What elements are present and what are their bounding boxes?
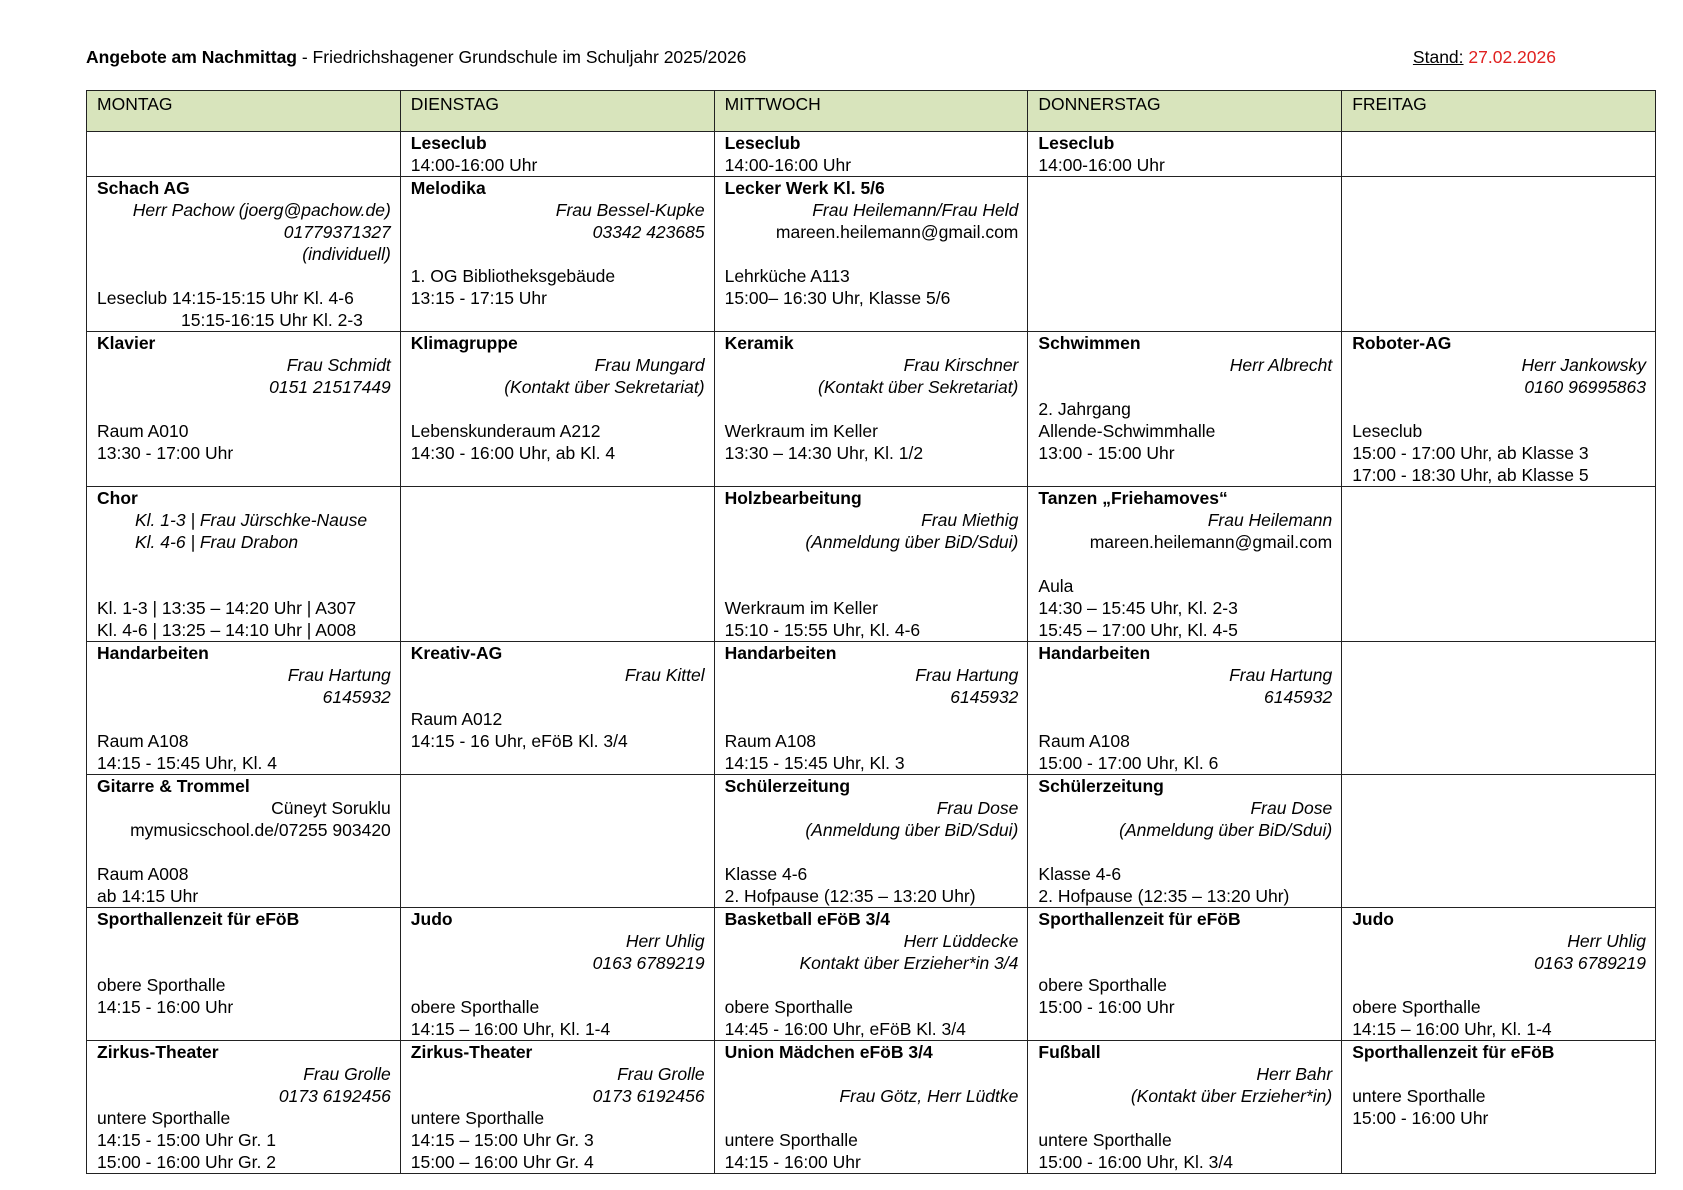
activity-name: Sporthallenzeit für eFöB [97,909,300,929]
activity-detail: 14:15 - 16:00 Uhr [97,997,234,1017]
spacer [1352,1063,1646,1085]
schedule-row [87,775,1656,908]
activity-contact: Herr Albrecht [1229,355,1333,375]
schedule-cell-wednesday [714,642,1028,775]
schedule-row [87,1041,1656,1174]
activity-detail: 15:00– 16:30 Uhr, Klasse 5/6 [724,288,951,308]
activity-contact: (Anmeldung über BiD/Sdui) [1119,820,1333,840]
activity-contact: Frau Miethig [921,510,1019,530]
activity-contact: Kl. 4-6 | Frau Drabon [135,532,299,552]
activity-detail: 13:30 - 17:00 Uhr [97,443,234,463]
spacer [411,243,705,265]
spacer [97,841,391,863]
schedule-cell-wednesday [714,132,1028,177]
schedule-cell-thursday [1028,642,1342,775]
schedule-cell-monday [87,908,401,1041]
activity-contact: 6145932 [1264,687,1333,707]
activity-detail: Raum A108 [1038,731,1130,751]
stand-label: Stand: [1412,47,1464,67]
activity-detail: 14:15 - 16:00 Uhr [724,1152,861,1172]
activity-contact: Frau Schmidt [286,355,391,375]
schedule-cell-thursday [1028,132,1342,177]
activity-contact: 0163 6789219 [592,953,705,973]
activity-name: Zirkus-Theater [410,1042,533,1062]
activity-detail: 1. OG Bibliotheksgebäude [410,266,616,286]
schedule-cell-friday [1342,642,1656,775]
activity-detail: Lebenskunderaum A212 [410,421,601,441]
schedule-cell-friday [1342,132,1656,177]
activity-detail: 15:15-16:15 Uhr Kl. 2-3 [181,310,363,330]
activity-contact: Frau Heilemann [1207,510,1333,530]
activity-contact: 0173 6192456 [592,1086,705,1106]
schedule-cell-friday [1342,775,1656,908]
day-header-tuesday: DIENSTAG [400,91,714,132]
activity-detail: obere Sporthalle [97,975,226,995]
activity-detail: untere Sporthalle [1352,1086,1486,1106]
schedule-cell-thursday [1028,908,1342,1041]
schedule-cell-tuesday [400,642,714,775]
activity-contact: 0151 21517449 [269,377,391,397]
schedule-cell-wednesday [714,332,1028,487]
schedule-cell-wednesday [714,908,1028,1041]
activity-contact: Frau Dose [936,798,1019,818]
day-header-monday: MONTAG [87,91,401,132]
activity-contact: (individuell) [302,244,391,264]
schedule-cell-friday [1342,487,1656,642]
page-subtitle: - Friedrichshagener Grundschule im Schuljahr 2025/2026 [297,47,747,67]
schedule-cell-wednesday [714,1041,1028,1174]
activity-detail: 14:15 - 15:45 Uhr, Kl. 3 [724,753,905,773]
spacer [411,686,705,708]
activity-detail: 15:45 – 17:00 Uhr, Kl. 4-5 [1038,620,1238,640]
activity-detail: 14:15 - 16 Uhr, eFöB Kl. 3/4 [410,731,628,751]
activity-name: Melodika [410,178,486,198]
activity-detail: 15:10 - 15:55 Uhr, Kl. 4-6 [724,620,921,640]
activity-contact: 0160 96995863 [1524,377,1646,397]
schedule-cell-wednesday [714,487,1028,642]
spacer [1352,974,1646,996]
schedule-cell-tuesday [400,908,714,1041]
schedule-cell-monday [87,132,401,177]
activity-detail: 15:00 - 16:00 Uhr Gr. 2 [97,1152,276,1172]
activity-detail: 14:00-16:00 Uhr [724,155,852,175]
activity-detail: 14:15 – 16:00 Uhr, Kl. 1-4 [1352,1019,1552,1039]
activity-contact: Herr Jankowsky [1521,355,1646,375]
schedule-cell-wednesday [714,177,1028,332]
spacer [97,930,391,952]
activity-detail: obere Sporthalle [1352,997,1481,1017]
schedule-row [87,132,1656,177]
activity-detail: 14:45 - 16:00 Uhr, eFöB Kl. 3/4 [724,1019,966,1039]
activity-contact: Frau Bessel-Kupke [555,200,705,220]
activity-contact [725,1063,1019,1085]
activity-name: Sporthallenzeit für eFöB [1352,1042,1555,1062]
spacer [1038,376,1332,398]
activity-name: Zirkus-Theater [97,1042,219,1062]
activity-detail: 2. Hofpause (12:35 – 13:20 Uhr) [1038,886,1290,906]
activity-contact: (Kontakt über Sekretariat) [818,377,1019,397]
schedule-cell-monday [87,642,401,775]
spacer [725,1107,1019,1129]
activity-detail: obere Sporthalle [1038,975,1167,995]
activity-detail: 2. Hofpause (12:35 – 13:20 Uhr) [724,886,976,906]
spacer [411,974,705,996]
activity-detail: 15:00 – 16:00 Uhr Gr. 4 [410,1152,594,1172]
spacer [97,553,391,575]
schedule-cell-thursday [1028,1041,1342,1174]
activity-detail: 15:00 - 16:00 Uhr [1352,1108,1489,1128]
activity-name: Tanzen „Friehamoves“ [1038,488,1228,508]
activity-contact: (Anmeldung über BiD/Sdui) [805,820,1019,840]
activity-name: Sporthallenzeit für eFöB [1038,909,1241,929]
activity-contact: Frau Hartung [287,665,391,685]
activity-name: Leseclub [724,133,801,153]
spacer [725,575,1019,597]
schedule-cell-tuesday [400,775,714,908]
activity-name: Schach AG [97,178,190,198]
activity-contact: 6145932 [322,687,391,707]
schedule-cell-monday [87,332,401,487]
page-title: Angebote am Nachmittag [86,47,297,67]
activity-contact: mareen.heilemann@gmail.com [1089,532,1333,552]
activity-detail: Raum A010 [97,421,189,441]
activity-detail: Klasse 4-6 [1038,864,1122,884]
activity-detail: obere Sporthalle [410,997,540,1017]
activity-detail: untere Sporthalle [410,1108,545,1128]
activity-detail: Raum A008 [97,864,189,884]
schedule-row [87,332,1656,487]
activity-detail: Leseclub 14:15-15:15 Uhr Kl. 4-6 [97,288,354,308]
spacer [97,265,391,287]
activity-contact: (Kontakt über Erzieher*in) [1130,1086,1333,1106]
activity-detail: Werkraum im Keller [724,598,878,618]
activity-detail: Aula [1038,576,1074,596]
spacer [725,243,1019,265]
activity-detail: ab 14:15 Uhr [97,886,199,906]
activity-name: Lecker Werk Kl. 5/6 [724,178,885,198]
activity-detail: 14:15 – 15:00 Uhr Gr. 3 [410,1130,594,1150]
activity-name: Union Mädchen eFöB 3/4 [724,1042,933,1062]
activity-name: Fußball [1038,1042,1101,1062]
activity-detail: 15:00 - 16:00 Uhr, Kl. 3/4 [1038,1152,1233,1172]
activity-contact: Frau Hartung [915,665,1019,685]
schedule-body [87,132,1656,1174]
page-header [86,46,1556,70]
spacer [1038,841,1332,863]
stand-date: 27.02.2026 [1468,47,1556,67]
spacer [97,398,391,420]
activity-contact: Frau Kirschner [903,355,1019,375]
activity-contact: Frau Grolle [617,1064,705,1084]
activity-name: Handarbeiten [97,643,209,663]
schedule-table [86,90,1656,1174]
activity-contact: Herr Pachow (joerg@pachow.de) [132,200,391,220]
spacer [725,398,1019,420]
activity-name: Roboter-AG [1352,333,1452,353]
spacer [725,974,1019,996]
activity-detail: Raum A012 [410,709,503,729]
schedule-cell-tuesday [400,1041,714,1174]
activity-detail: Kl. 1-3 | 13:35 – 14:20 Uhr | A307 [97,598,357,618]
schedule-cell-tuesday [400,332,714,487]
activity-detail: 13:15 - 17:15 Uhr [410,288,547,308]
activity-name: Leseclub [1038,133,1115,153]
spacer [1352,398,1646,420]
activity-contact: Kontakt über Erzieher*in 3/4 [799,953,1019,973]
activity-name: Handarbeiten [1038,643,1151,663]
schedule-cell-friday [1342,177,1656,332]
spacer [97,575,391,597]
schedule-cell-monday [87,177,401,332]
activity-detail: Klasse 4-6 [724,864,808,884]
activity-name: Handarbeiten [724,643,837,663]
activity-contact: Cüneyt Soruklu [271,798,391,818]
activity-detail: Lehrküche A113 [724,266,850,286]
activity-contact: Frau Götz, Herr Lüdtke [839,1086,1019,1106]
stand-info [1413,46,1556,68]
activity-name: Schwimmen [1038,333,1141,353]
activity-detail: untere Sporthalle [724,1130,858,1150]
activity-name: Judo [1352,909,1394,929]
spacer [725,553,1019,575]
activity-contact: mymusicschool.de/07255 903420 [130,820,391,840]
schedule-cell-wednesday [714,775,1028,908]
spacer [1038,1107,1332,1129]
activity-contact: (Anmeldung über BiD/Sdui) [805,532,1019,552]
activity-detail: 15:00 - 17:00 Uhr, ab Klasse 3 [1352,443,1589,463]
schedule-row [87,642,1656,775]
schedule-cell-friday [1342,908,1656,1041]
activity-detail: 14:30 - 16:00 Uhr, ab Kl. 4 [410,443,616,463]
spacer [1038,553,1332,575]
activity-detail: untere Sporthalle [1038,1130,1172,1150]
activity-contact: 03342 423685 [592,222,705,242]
activity-name: Holzbearbeitung [724,488,862,508]
activity-name: Keramik [724,333,794,353]
schedule-cell-tuesday [400,177,714,332]
activity-detail: 13:00 - 15:00 Uhr [1038,443,1175,463]
activity-detail: 14:30 – 15:45 Uhr, Kl. 2-3 [1038,598,1238,618]
activity-contact: Herr Bahr [1256,1064,1333,1084]
activity-contact: Frau Kittel [624,665,705,685]
activity-contact: Frau Hartung [1229,665,1333,685]
activity-detail: 15:00 - 17:00 Uhr, Kl. 6 [1038,753,1219,773]
activity-name: Gitarre & Trommel [97,776,250,796]
activity-contact: Frau Mungard [594,355,705,375]
activity-detail: Leseclub [1352,421,1423,441]
schedule-cell-tuesday [400,487,714,642]
schedule-cell-thursday [1028,177,1342,332]
activity-name: Schülerzeitung [1038,776,1164,796]
activity-detail: 13:30 – 14:30 Uhr, Kl. 1/2 [724,443,924,463]
schedule-row [87,487,1656,642]
schedule-cell-friday [1342,1041,1656,1174]
activity-detail: 14:15 - 15:45 Uhr, Kl. 4 [97,753,277,773]
activity-detail: 14:00-16:00 Uhr [1038,155,1165,175]
spacer [725,841,1019,863]
activity-name: Chor [97,488,138,508]
activity-contact: Frau Grolle [303,1064,391,1084]
activity-detail: obere Sporthalle [724,997,854,1017]
schedule-row [87,177,1656,332]
activity-detail: Raum A108 [724,731,817,751]
schedule-cell-monday [87,1041,401,1174]
activity-detail: 14:00-16:00 Uhr [410,155,538,175]
activity-detail: 17:00 - 18:30 Uhr, ab Klasse 5 [1352,465,1589,485]
activity-name: Schülerzeitung [724,776,851,796]
activity-contact: Frau Heilemann/Frau Held [812,200,1019,220]
activity-contact: (Kontakt über Sekretariat) [504,377,705,397]
spacer [97,708,391,730]
schedule-cell-friday [1342,332,1656,487]
activity-name: Klimagruppe [410,333,518,353]
activity-contact: 0163 6789219 [1534,953,1646,973]
spacer [725,708,1019,730]
activity-detail: 2. Jahrgang [1038,399,1131,419]
activity-detail: Werkraum im Keller [724,421,878,441]
spacer [1038,952,1332,974]
activity-contact: Frau Dose [1250,798,1333,818]
schedule-cell-monday [87,487,401,642]
activity-name: Judo [410,909,453,929]
schedule-row [87,908,1656,1041]
activity-detail: 14:15 - 15:00 Uhr Gr. 1 [97,1130,276,1150]
schedule-cell-tuesday [400,132,714,177]
schedule-cell-thursday [1028,332,1342,487]
activity-detail: Raum A108 [97,731,189,751]
spacer [1038,930,1332,952]
day-header-row [87,91,1656,132]
activity-contact: Herr Uhlig [625,931,705,951]
activity-detail: untere Sporthalle [97,1108,231,1128]
activity-name: Leseclub [410,133,487,153]
activity-name: Kreativ-AG [410,643,503,663]
activity-detail: 14:15 – 16:00 Uhr, Kl. 1-4 [410,1019,611,1039]
activity-contact: 0173 6192456 [278,1086,391,1106]
day-header-thursday: DONNERSTAG [1028,91,1342,132]
spacer [1038,708,1332,730]
activity-contact: 6145932 [950,687,1019,707]
schedule-cell-thursday [1028,775,1342,908]
activity-contact: Herr Uhlig [1567,931,1646,951]
activity-contact: 01779371327 [283,222,391,242]
activity-detail: Allende-Schwimmhalle [1038,421,1216,441]
spacer [411,398,705,420]
day-header-wednesday: MITTWOCH [714,91,1028,132]
activity-name: Klavier [97,333,156,353]
activity-contact: mareen.heilemann@gmail.com [775,222,1019,242]
schedule-cell-monday [87,775,401,908]
activity-detail: Kl. 4-6 | 13:25 – 14:10 Uhr | A008 [97,620,357,640]
activity-detail: 15:00 - 16:00 Uhr [1038,997,1175,1017]
spacer [97,952,391,974]
schedule-cell-thursday [1028,487,1342,642]
activity-contact: Kl. 1-3 | Frau Jürschke-Nause [135,510,368,530]
day-header-friday: FREITAG [1342,91,1656,132]
activity-name: Basketball eFöB 3/4 [724,909,890,929]
activity-contact: Herr Lüddecke [903,931,1019,951]
